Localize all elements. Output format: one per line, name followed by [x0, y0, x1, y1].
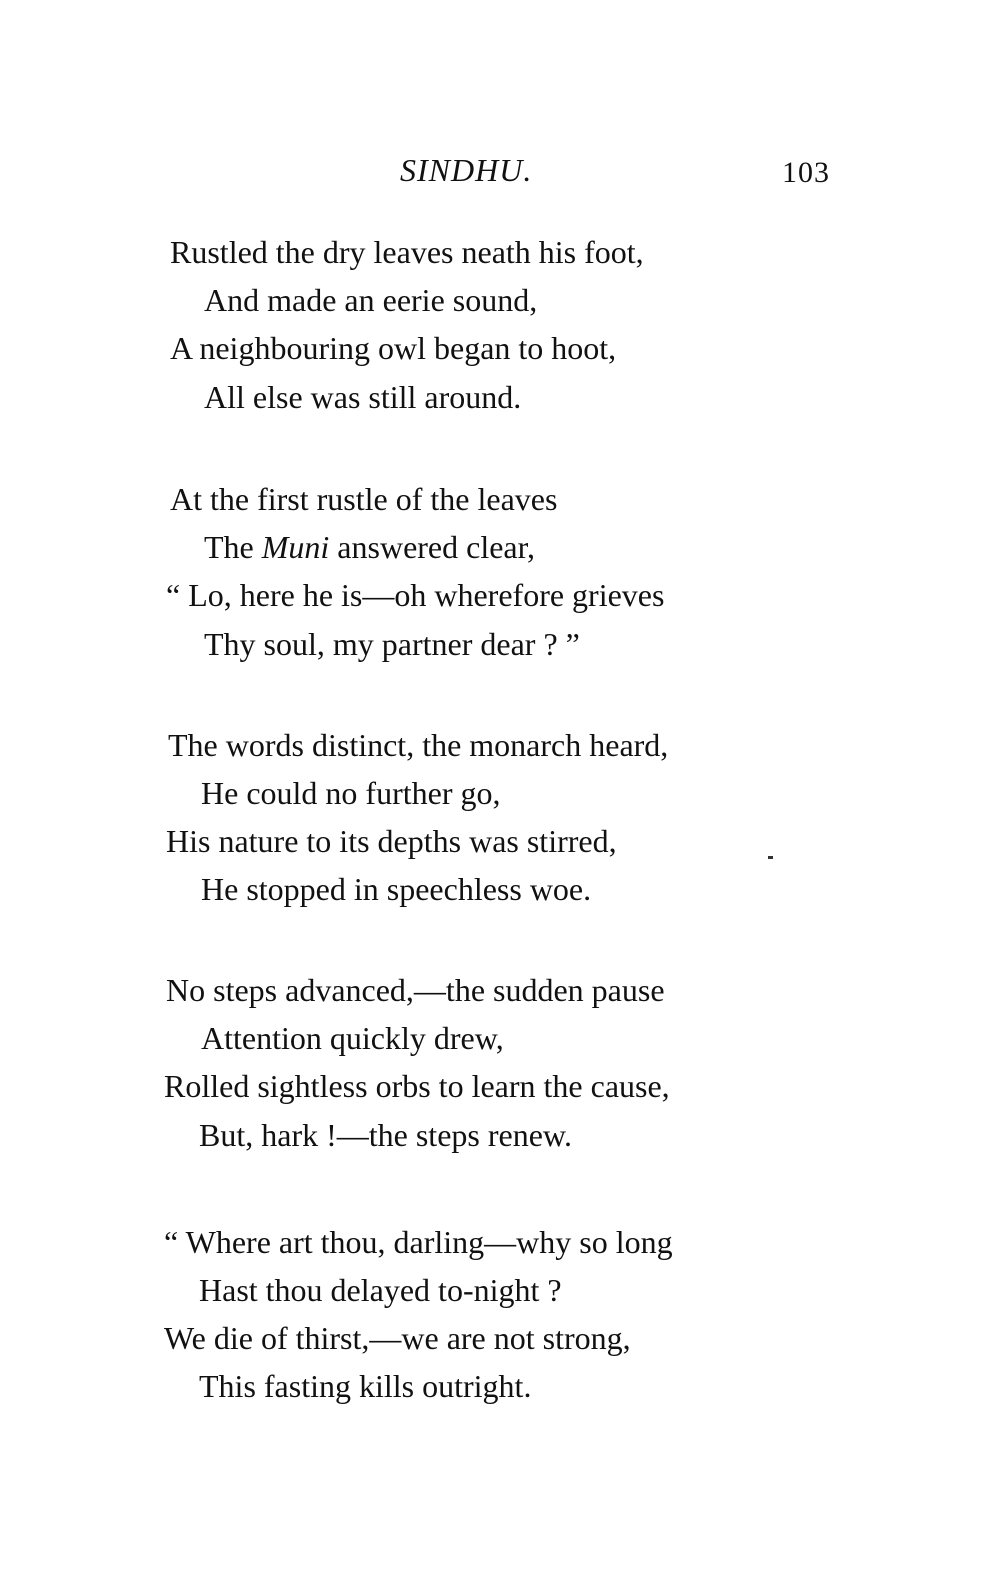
poem-line: Rolled sightless orbs to learn the cause, [164, 1068, 670, 1104]
poem-line: He could no further go, [201, 775, 501, 811]
poem-line: Thy soul, my partner dear ? ” [204, 626, 580, 662]
poem-line: His nature to its depths was stirred, [166, 823, 617, 859]
poem-line: The words distinct, the monarch heard, [168, 727, 669, 763]
poem-line: No steps advanced,—the sudden pause [166, 972, 665, 1008]
line-text: The [204, 529, 262, 565]
line-text: answered clear, [329, 529, 535, 565]
poem-line: “ Lo, here he is—oh wherefore grieves [166, 577, 665, 613]
poem-line: Rustled the dry leaves neath his foot, [170, 234, 644, 270]
poem-line: Hast thou delayed to-night ? [199, 1272, 562, 1308]
poem-line: Attention quickly drew, [201, 1020, 504, 1056]
italic-word: Muni [261, 529, 330, 565]
running-title: SINDHU. [400, 152, 533, 188]
page-number: 103 [782, 156, 830, 189]
poem-line [204, 531, 535, 563]
poem-line: He stopped in speechless woe. [201, 871, 592, 907]
poem-line: All else was still around. [204, 379, 522, 415]
poem-line: “ Where art thou, darling—why so long [164, 1224, 673, 1260]
poem-line: This fasting kills outright. [199, 1368, 532, 1404]
stray-ink-mark [768, 856, 773, 859]
poem-line: A neighbouring owl began to hoot, [170, 330, 617, 366]
poem-line: At the first rustle of the leaves [170, 481, 558, 517]
poem-line: We die of thirst,—we are not strong, [164, 1320, 631, 1356]
poem-line: And made an eerie sound, [204, 282, 538, 318]
poem-line: But, hark !—the steps renew. [199, 1117, 572, 1153]
